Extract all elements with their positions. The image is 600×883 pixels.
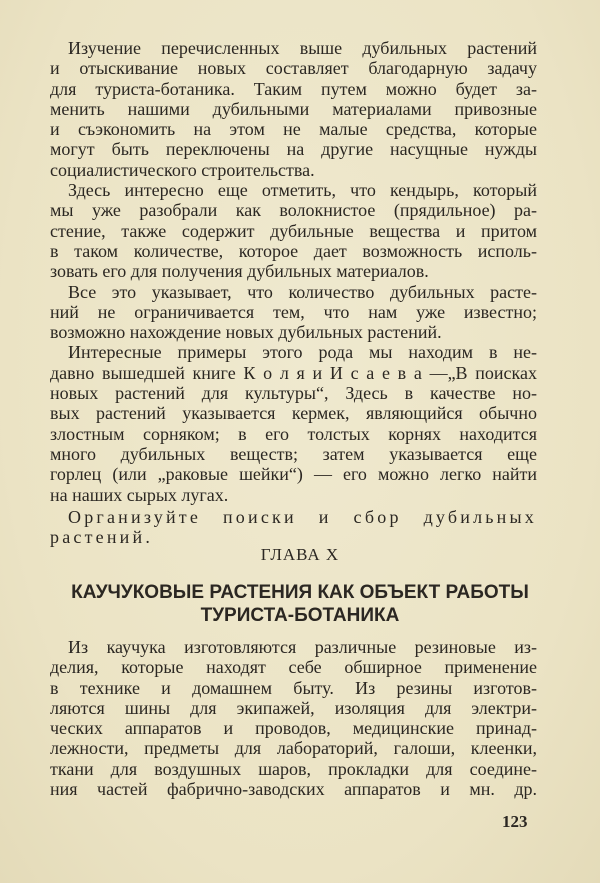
text-line: растений. bbox=[50, 527, 154, 548]
chapter-body-text bbox=[50, 637, 537, 799]
chapter-title-line: ТУРИСТА-БОТАНИКА bbox=[200, 605, 400, 626]
page-number: 123 bbox=[502, 812, 528, 831]
text-line: ния частей фабрично-заводских аппаратов и мн. др. bbox=[50, 779, 537, 800]
text-line: горлец (или „раковые шейки“) — его можно легко найти bbox=[50, 464, 537, 485]
text-line: стение, также содержит дубильные вещества и притом bbox=[50, 220, 537, 241]
body-text-section bbox=[50, 38, 537, 547]
paragraph bbox=[50, 637, 537, 799]
text-line: могут быть переключены на другие насущные нужды bbox=[50, 139, 537, 160]
text-line: мы уже разобрали как волокнистое (прядильное) ра- bbox=[50, 200, 537, 221]
text-line: зовать его для получения дубильных материалов. bbox=[50, 261, 429, 282]
text-line: злостным сорняком; в его толстых корнях находится bbox=[50, 423, 537, 444]
text-line: Здесь интересно еще отметить, что кендырь, который bbox=[68, 180, 537, 201]
text-line: делия, которые находят себе обширное применение bbox=[50, 657, 537, 678]
text-line: в таком количестве, которое дает возможность исполь- bbox=[50, 240, 537, 261]
text-line: ляются шины для экипажей, изоляция для электри- bbox=[50, 697, 537, 718]
text-line: ческих аппаратов и проводов, медицинские принад- bbox=[50, 718, 537, 739]
text-line: социалистического строительства. bbox=[50, 159, 315, 180]
paragraph bbox=[50, 38, 537, 180]
text-line: новых растений для культуры“, Здесь в качестве но- bbox=[50, 383, 537, 404]
text-line: и отыскивание новых составляет благодарную задачу bbox=[50, 58, 537, 79]
text-line: возможно нахождение новых дубильных растений. bbox=[50, 322, 442, 343]
text-line: и съэкономить на этом не малые средства, которые bbox=[50, 119, 537, 140]
text-line: Организуйте поиски и сбор дубильных bbox=[68, 506, 537, 527]
text-line: ний не ограничивается тем, что нам уже известно; bbox=[50, 301, 537, 322]
text-line: лежности, предметы для лабораторий, галоши, клеенки, bbox=[50, 738, 537, 759]
text-line: Интересные примеры этого рода мы находим в не- bbox=[68, 342, 537, 363]
paragraph bbox=[50, 282, 537, 343]
text-line: менить нашими дубильными материалами привозные bbox=[50, 98, 537, 119]
paragraph bbox=[50, 342, 537, 504]
text-line: Из каучука изготовляются различные резиновые из- bbox=[68, 637, 537, 657]
text-line: давно вышедшей книге К о л я и И с а е в а —„В поисках bbox=[50, 362, 537, 383]
text-line: Изучение перечисленных выше дубильных растений bbox=[68, 38, 537, 58]
text-line: вых растений указывается кермек, являющийся обычно bbox=[50, 403, 537, 424]
text-line: в технике и домашнем быту. Из резины изготов- bbox=[50, 677, 537, 698]
chapter-number: ГЛАВА X bbox=[260, 545, 340, 564]
text-line: на наших сырых лугах. bbox=[50, 484, 229, 505]
chapter-title-line: КАУЧУКОВЫЕ РАСТЕНИЯ КАК ОБЪЕКТ РАБОТЫ bbox=[71, 582, 529, 603]
chapter-title bbox=[0, 581, 600, 627]
paragraph bbox=[50, 180, 537, 281]
text-line: много дубильных веществ; затем указывается еще bbox=[50, 443, 537, 464]
paragraph bbox=[50, 507, 537, 548]
text-line: ткани для воздушных шаров, прокладки для соедине- bbox=[50, 758, 537, 779]
text-line: для туриста-ботаника. Таким путем можно будет за- bbox=[50, 78, 537, 99]
text-line: Все это указывает, что количество дубильных расте- bbox=[68, 281, 537, 302]
